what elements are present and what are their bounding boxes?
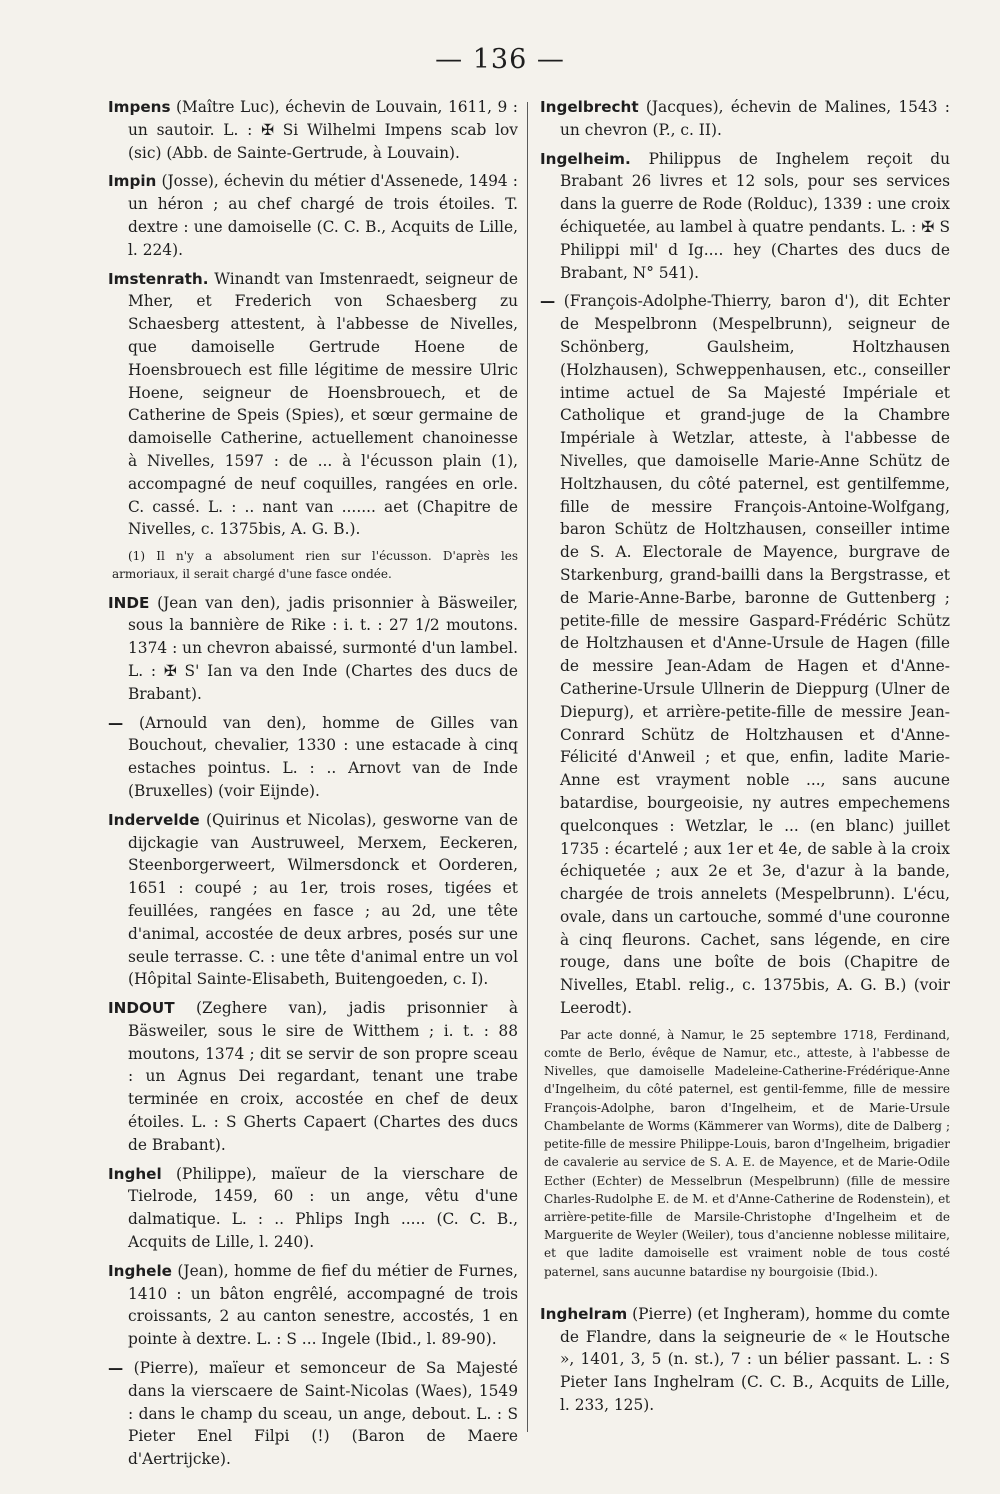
dictionary-entry bbox=[108, 170, 518, 261]
dictionary-entry bbox=[540, 1303, 950, 1417]
entry-headword: Inghel bbox=[108, 1164, 162, 1183]
dictionary-entry bbox=[108, 96, 518, 164]
entry-text: (Zeghere van), jadis prisonnier à Bäsweiler, sous le sire de Witthem ; i. t. : 88 moutons, 1374 ; dit se servir de son propre sceau : un Agnus Dei regardant, tenant une trabe terminée en croix, accostée en chef de deux étoiles. L. : S Gherts Capaert (Chartes des ducs de Brabant). bbox=[128, 999, 518, 1154]
entry-text: (Pierre), maïeur et semonceur de Sa Majesté dans la vierscaere de Saint-Nicolas (Waes), 1549 : dans le champ du sceau, un ange, debout. L. : S Pieter Enel Filpi (!) (Baron de Maere d'Aertrijcke). bbox=[128, 1359, 518, 1469]
dictionary-entry bbox=[540, 290, 950, 1020]
entry-headword: Indervelde bbox=[108, 810, 200, 829]
spacer bbox=[540, 1289, 950, 1303]
dictionary-entry bbox=[108, 1357, 518, 1471]
entry-headword: — bbox=[108, 713, 124, 732]
entry-text: (Maître Luc), échevin de Louvain, 1611, 9 : un sautoir. L. : ✠ Si Wilhelmi Impens scab lov (sic) (Abb. de Sainte-Gertrude, à Louvain). bbox=[128, 98, 518, 162]
entry-text: (Arnould van den), homme de Gilles van Bouchout, chevalier, 1330 : une estacade à cinq estaches pointus. L. : .. Arnovt van de Inde (Bruxelles) (voir Eijnde). bbox=[128, 713, 518, 800]
entry-text: Philippus de Inghelem reçoit du Brabant 26 livres et 12 sols, pour ses services dans la guerre de Rode (Rolduc), 1339 : une croix échiquetée, au lambel à quatre pendants. L. : ✠ S Philippi mil' d Ig.... hey (Chartes des ducs de Brabant, N° 541). bbox=[560, 149, 950, 282]
entry-text: (Jean van den), jadis prisonnier à Bäsweiler, sous la bannière de Rike : i. t. : 27 1/2 moutons. 1374 : un chevron abaissé, surmonté d'un lambel. L. : ✠ S' Ian va den Inde (Chartes des ducs de Brabant). bbox=[128, 593, 518, 703]
entry-headword: INDOUT bbox=[108, 999, 175, 1018]
right-column bbox=[540, 96, 950, 1423]
entry-headword: Ingelbrecht bbox=[540, 98, 639, 116]
dictionary-entry bbox=[108, 592, 518, 706]
left-column bbox=[108, 96, 518, 1477]
footnote: Par acte donné, à Namur, le 25 septembre 1718, Ferdinand, comte de Berlo, évêque de Namur, etc., atteste, à l'abbesse de Nivelles, que damoiselle Madeleine-Catherine-Frédérique-Anne d'Ingelheim, du côté paternel, est gentil-femme, fille de messire François-Adolphe, baron d'Ingelheim, et de Marie-Ursule Chambelante de Worms (Kämmerer van Worms), dite de Dalberg ; petite-fille de messire Philippe-Louis, baron d'Ingelheim, brigadier de cavalerie au service de S. A. E. de Mayence, et de Marie-Odile Ecther (Echter) de Messelbrun (Mespelbrunn) (fille de messire Charles-Rudolphe E. de M. et d'Anne-Catherine de Rodenstein), et arrière-petite-fille de Marsile-Christophe d'Ingelheim et de Marguerite de Weyler (Weiler), tous d'ancienne noblesse militaire, et que ladite damoiselle est vraiment noble de tous costé paternel, sans aucunne batardise ny bourgoisie (Ibid.). bbox=[544, 1027, 950, 1279]
page-number: — 136 — bbox=[435, 44, 565, 75]
dictionary-entry bbox=[108, 1163, 518, 1254]
entry-text: (Pierre) (et Ingheram), homme du comte de Flandre, dans la seigneurie de « le Houtsche », 1401, 3, 5 (n. st.), 7 : un bélier passant. L. : S Pieter Ians Inghelram (C. C. B., Acquits de Lille, l. 233, 125). bbox=[560, 1304, 951, 1414]
entry-text: (Quirinus et Nicolas), gesworne van de dijckagie van Austruweel, Merxem, Eeckeren, Steenborgerweert, Wilmersdonck et Oorderen, 1651 : coupé ; au 1er, trois roses, tigées et feuillées, rangées en fasce ; au 2d, une tête d'animal, accostée de deux arbres, posés sur une seule terrasse. C. : une tête d'animal entre un vol (Hôpital Sainte-Elisabeth, Buitengoeden, c. I). bbox=[128, 810, 518, 989]
entry-headword: Inghele bbox=[108, 1261, 172, 1280]
entry-headword: INDE bbox=[108, 593, 150, 612]
dictionary-entry bbox=[108, 809, 518, 991]
entry-headword: Impens bbox=[108, 98, 171, 116]
entry-text: Winandt van Imstenraedt, seigneur de Mher, et Frederich von Schaesberg zu Schaesberg attestent, à l'abbesse de Nivelles, que damoiselle Gertrude Hoene de Hoensbrouech est fille légitime de messire Ulric Hoene, seigneur de Hoensbrouech, et de Catherine de Speis (Spies), et sœur germaine de damoiselle Catherine, actuellement chanoinesse à Nivelles, 1597 : de ... à l'écusson plain (1), accompagné de neuf coquilles, rangées en orle. C. cassé. L. : .. nant van ....... aet (Chapitre de Nivelles, c. 1375bis, A. G. B.). bbox=[128, 269, 518, 539]
entry-text: (Philippe), maïeur de la vierschare de Tielrode, 1459, 60 : un ange, vêtu d'une dalmatique. L. : .. Phlips Ingh ..... (C. C. B., Acquits de Lille, l. 240). bbox=[128, 1164, 518, 1252]
entry-text: (François-Adolphe-Thierry, baron d'), dit Echter de Mespelbronn (Mespelbrunn), seigneur de Schönberg, Gaulsheim, Holtzhausen (Holzhausen), Schweppenhausen, etc., conseiller intime actuel de Sa Majesté Impériale et Catholique et grand-juge de la Chambre Impériale à Wetzlar, atteste, à l'abbesse de Nivelles, que damoiselle Marie-Anne Schütz de Holtzhausen, du côté paternel, est gentilfemme, fille de messire François-Antoine-Wolfgang, baron Schütz de Holtzhausen, conseiller intime de S. A. Electorale de Mayence, burgrave de Starkenburg, grand-bailli dans la Bergstrasse, et de Marie-Anne-Barbe, baronne de Guttenberg ; petite-fille de messire Gaspard-Frédéric Schütz de Holtzhausen et d'Anne-Ursule de Hagen (fille de messire Jean-Adam de Hagen et d'Anne-Catherine-Ursule Ullnerin de Dieppurg (Ulner de Diepurg), et arrière-petite-fille de messire Jean-Conrard Schütz de Holtzhausen et d'Anne-Félicité d'Anweil ; et que, enfin, ladite Marie-Anne est vrayment noble ..., sans aucune batardise, bourgeoisie, ny autres empechemens quelconques : Wetzlar, le ... (en blanc) juillet 1735 : écartelé ; aux 1er et 4e, de sable à la croix échiquetée ; aux 2e et 3e, d'azur à la bande, chargée de trois annelets (Mespelbrunn). L'écu, ovale, dans un cartouche, sommé d'une couronne à cinq fleurons. Cachet, sans légende, en cire rouge, dans une boîte de bois (Chapitre de Nivelles, Etabl. relig., c. 1375bis, A. G. B.) (voir Leerodt). bbox=[560, 292, 950, 1018]
entry-headword: Ingelheim. bbox=[540, 149, 631, 168]
footnote: (1) Il n'y a absolument rien sur l'écusson. D'après les armoriaux, il serait chargé d'une fasce ondée. bbox=[112, 549, 518, 582]
entry-headword: — bbox=[540, 292, 556, 311]
column-divider bbox=[527, 102, 528, 1432]
dictionary-entry bbox=[108, 1260, 518, 1351]
dictionary-entry bbox=[540, 96, 950, 142]
dictionary-entry bbox=[108, 268, 518, 542]
dictionary-entry bbox=[108, 997, 518, 1157]
entry-headword: Impin bbox=[108, 172, 157, 191]
entry-headword: — bbox=[108, 1359, 124, 1378]
entry-headword: Inghelram bbox=[540, 1304, 628, 1323]
entry-headword: Imstenrath. bbox=[108, 269, 209, 288]
dictionary-entry bbox=[108, 712, 518, 803]
dictionary-entry bbox=[540, 148, 950, 285]
entry-text: (Jean), homme de fief du métier de Furnes, 1410 : un bâton engrêlé, accompagné de trois croissants, 2 au canton senestre, accostés, 1 en pointe à dextre. L. : S ... Ingele (Ibid., l. 89-90). bbox=[128, 1261, 518, 1349]
entry-text: (Josse), échevin du métier d'Assenede, 1494 : un héron ; au chef chargé de trois étoiles. T. dextre : une damoiselle (C. C. B., Acquits de Lille, l. 224). bbox=[128, 172, 518, 259]
entry-text: (Jacques), échevin de Malines, 1543 : un chevron (P., c. II). bbox=[560, 98, 950, 139]
